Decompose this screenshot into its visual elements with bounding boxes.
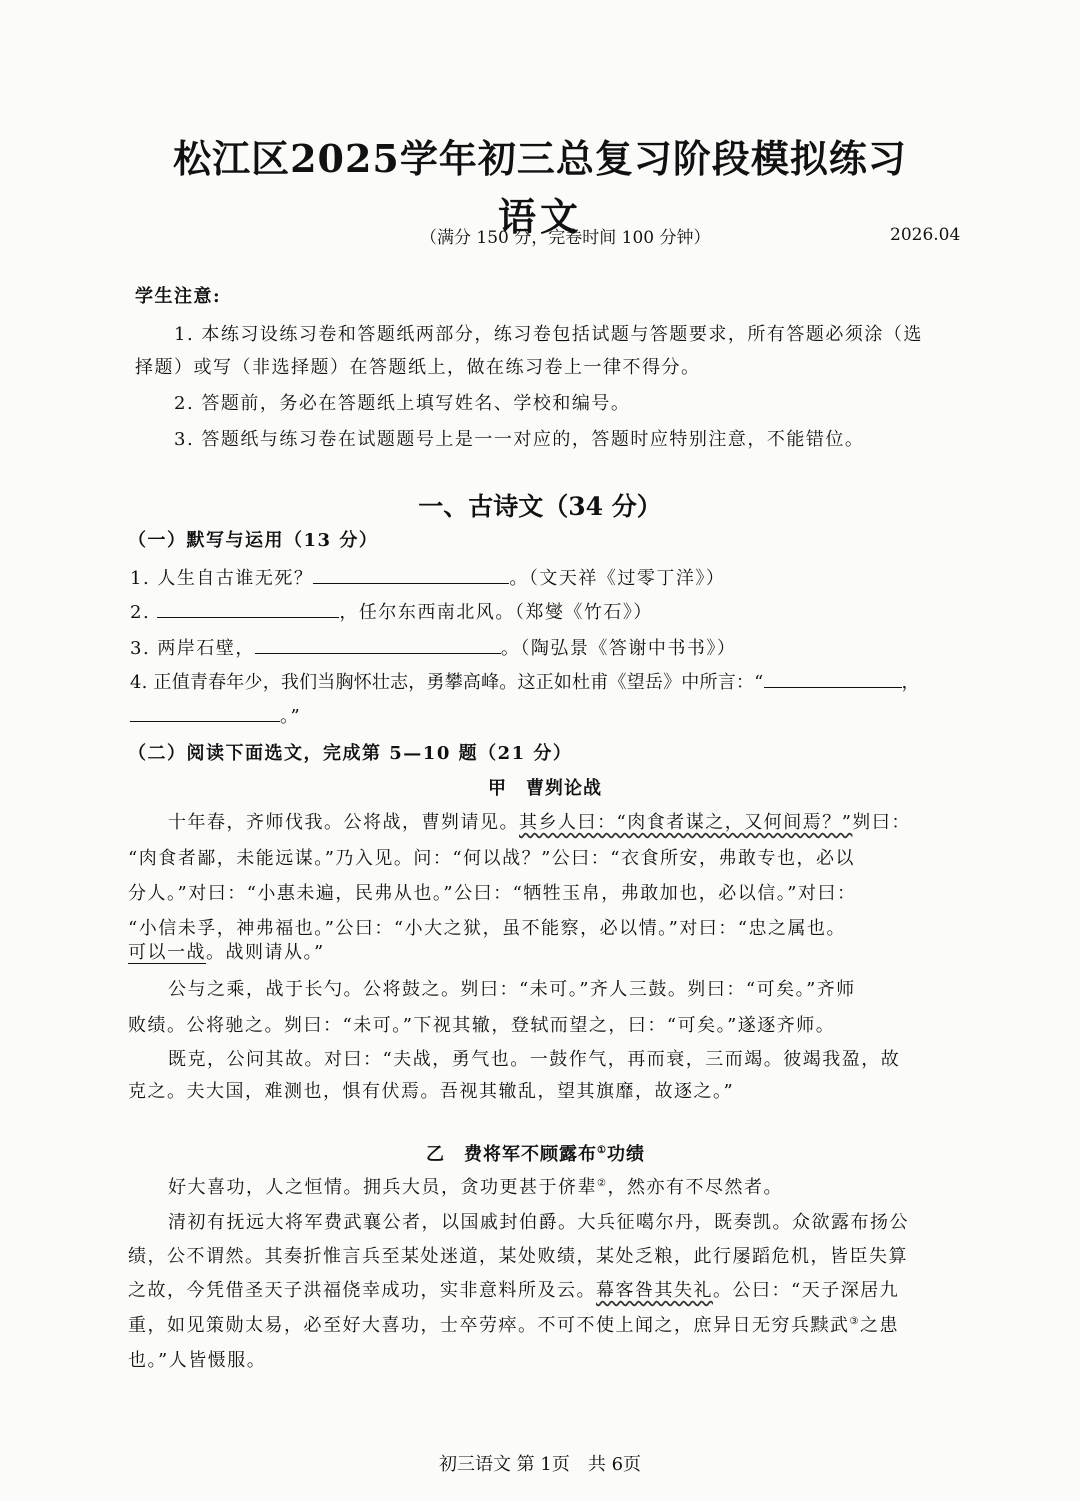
passage-b-line-5-text: 重，如见策勋太易，必至好大喜功，士卒劳瘁。不可不使上闻之，庶异日无穷兵黩武 <box>128 1315 850 1336</box>
question-2-suffix: ，任尔东西南北风。（郑燮《竹石》） <box>339 602 653 623</box>
question-4-blank-2[interactable] <box>130 705 280 722</box>
question-2-prefix: 2. <box>130 602 151 623</box>
passage-a-line-5 <box>128 938 325 964</box>
notice-heading: 学生注意: <box>135 286 222 307</box>
question-2-blank[interactable] <box>157 601 339 618</box>
passage-a-line-5-end: 。战则请从。” <box>206 942 325 963</box>
passage-b-line-5 <box>128 1311 899 1337</box>
page-footer: 初三语文 第 1页 共 6页 <box>438 1454 642 1475</box>
question-4-end: 。” <box>280 706 302 727</box>
question-4-text: 4. 正值青春年少，我们当胸怀壮志，勇攀高峰。这正如杜甫《望岳》中所言：“ <box>130 672 764 693</box>
passage-b-line-4 <box>128 1276 899 1302</box>
question-4-line-1 <box>130 668 920 694</box>
passage-b-title <box>426 1140 645 1166</box>
notice-item-1-line-1: 1. 本练习设练习卷和答题纸两部分，练习卷包括试题与答题要求，所有答题必须涂（选 <box>174 324 923 345</box>
passage-b-line-1-end: ，然亦有不尽然者。 <box>607 1177 783 1198</box>
passage-a-p3-line-2: 克之。夫大国，难测也，惧有伏焉。吾视其辙乱，望其旗靡，故逐之。” <box>128 1081 735 1102</box>
page-title: 松江区2025学年初三总复习阶段模拟练习 <box>173 136 907 181</box>
passage-b-wavy-sentence: 幕客咎其失礼 <box>596 1280 713 1301</box>
passage-a-wavy-sentence: 其乡人曰：“肉食者谋之，又何间焉？” <box>519 812 853 833</box>
passage-a-line-2: “肉食者鄙，未能远谋。”乃入见。问：“何以战？”公曰：“衣食所安，弗敢专也，必以 <box>128 848 856 869</box>
passage-a-p3-line-1: 既克，公问其故。对曰：“夫战，勇气也。一鼓作气，再而衰，三而竭。彼竭我盈，故 <box>168 1049 901 1070</box>
passage-a-p2-line-1: 公与之乘，战于长勺。公将鼓之。刿曰：“未可。”齐人三鼓。刿曰：“可矣。”齐师 <box>168 979 856 1000</box>
question-4-blank-1[interactable] <box>764 671 902 688</box>
passage-a-p2-line-2: 败绩。公将驰之。刿曰：“未可。”下视其辙，登轼而望之，曰：“可矣。”遂逐齐师。 <box>128 1015 836 1036</box>
footnote-marker-3: ③ <box>849 1316 860 1327</box>
question-3-blank[interactable] <box>255 637 501 654</box>
section-1-title: 一、古诗文（34 分） <box>418 492 662 521</box>
passage-a-line-1-text: 十年春，齐师伐我。公将战，曹刿请见。 <box>168 812 519 833</box>
passage-a-underlined-phrase: 可以一战 <box>128 942 206 963</box>
passage-b-title-text: 乙 费将军不顾露布 <box>426 1144 597 1165</box>
exam-date: 2026.04 <box>890 225 961 245</box>
passage-b-line-3: 绩，公不谓然。其奏折惟言兵至某处迷道，某处败绩，某处乏粮，此行屡蹈危机，皆臣失算 <box>128 1246 908 1267</box>
passage-b-line-1 <box>168 1173 783 1199</box>
passage-b-line-4-text: 之故，今凭借圣天子洪福侥幸成功，实非意料所及云。 <box>128 1280 596 1301</box>
question-1-blank[interactable] <box>313 567 509 584</box>
passage-a-line-3: 分人。”对曰：“小惠未遍，民弗从也。”公曰：“牺牲玉帛，弗敢加也，必以信。”对曰： <box>128 883 857 904</box>
footnote-marker-2: ② <box>597 1178 608 1189</box>
passage-b-title-end: 功绩 <box>606 1144 645 1165</box>
subject-title: 语文 <box>497 194 582 239</box>
notice-item-1-line-2: 择题）或写（非选择题）在答题纸上，做在练习卷上一律不得分。 <box>135 357 701 378</box>
passage-b-line-1-text: 好大喜功，人之恒情。拥兵大员，贪功更甚于侪辈 <box>168 1177 597 1198</box>
passage-a-line-1 <box>168 808 911 834</box>
passage-b-line-4-end: 。公曰：“天子深居九 <box>713 1280 900 1301</box>
question-3-prefix: 3. 两岸石壁， <box>130 638 255 659</box>
exam-meta: （满分 150 分，完卷时间 100 分钟） <box>420 228 711 248</box>
question-2 <box>130 598 653 624</box>
footnote-marker-1: ① <box>597 1145 607 1156</box>
question-3-suffix: 。（陶弘景《答谢中书书》） <box>500 638 737 659</box>
passage-b-line-2: 清初有抚远大将军费武襄公者，以国戚封伯爵。大兵征噶尔丹，既奏凯。众欲露布扬公 <box>168 1212 909 1233</box>
question-1 <box>130 564 725 590</box>
question-4-line-2 <box>130 702 301 728</box>
part-2-title: （二）阅读下面选文，完成第 5—10 题（21 分） <box>128 743 573 764</box>
notice-item-3: 3. 答题纸与练习卷在试题题号上是一一对应的，答题时应特别注意，不能错位。 <box>174 429 865 450</box>
part-1-title: （一）默写与运用（13 分） <box>128 530 379 551</box>
passage-a-line-4: “小信未孚，神弗福也。”公曰：“小大之狱，虽不能察，必以情。”对曰：“忠之属也。 <box>128 918 847 939</box>
passage-a-title: 甲 曹刿论战 <box>488 778 602 799</box>
passage-b-line-5-end: 之患 <box>859 1315 899 1336</box>
question-1-prefix: 1. 人生自古谁无死？ <box>130 568 314 589</box>
question-4-comma: ， <box>901 672 920 693</box>
question-1-suffix: 。（文天祥《过零丁洋》） <box>509 568 726 589</box>
notice-item-2: 2. 答题前，务必在答题纸上填写姓名、学校和编号。 <box>174 393 631 414</box>
question-3 <box>130 634 736 660</box>
passage-b-line-6: 也。”人皆慑服。 <box>128 1350 267 1371</box>
passage-a-line-1-end: 刿曰： <box>852 812 911 833</box>
